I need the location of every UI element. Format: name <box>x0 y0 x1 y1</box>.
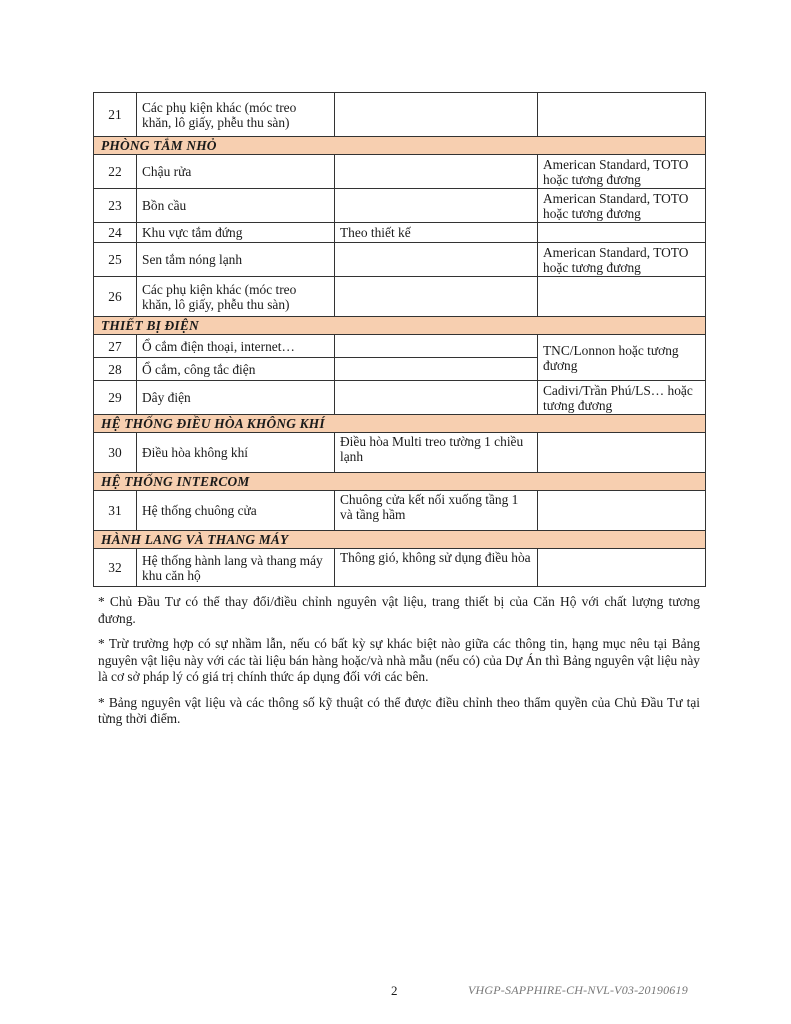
section-header <box>94 317 706 335</box>
item-name: Hệ thống chuông cửa <box>137 491 335 531</box>
row-number: 28 <box>94 358 137 381</box>
note-paragraph: * Trừ trường hợp có sự nhầm lẫn, nếu có bất kỳ sự khác biệt nào giữa các thông tin, hạng mục nêu tại Bảng nguyên vật liệu này với các tài liệu bán hàng hoặc/và nhà mẫu (nếu có) của Dự Án thì Bảng nguyên vật liệu này là cơ sở pháp lý có giá trị chính thức áp dụng đối với các bên. <box>98 636 700 684</box>
table-row <box>94 243 706 277</box>
item-name: Điều hòa không khí <box>137 433 335 473</box>
section-title: HÀNH LANG VÀ THANG MÁY <box>94 531 706 549</box>
item-name: Ổ cắm điện thoại, internet… <box>137 335 335 358</box>
row-number: 21 <box>94 93 137 137</box>
row-number: 26 <box>94 277 137 317</box>
table-row <box>94 189 706 223</box>
item-name: Bồn cầu <box>137 189 335 223</box>
item-brand <box>538 277 706 317</box>
item-spec <box>335 277 538 317</box>
item-brand <box>538 549 706 587</box>
section-title: HỆ THỐNG INTERCOM <box>94 473 706 491</box>
note-paragraph: * Chủ Đầu Tư có thể thay đổi/điều chỉnh nguyên vật liệu, trang thiết bị của Căn Hộ với chất lượng tương đương. <box>98 594 700 626</box>
item-brand <box>538 93 706 137</box>
item-name: Ổ cắm, công tắc điện <box>137 358 335 381</box>
table-row <box>94 277 706 317</box>
table-row <box>94 155 706 189</box>
section-title: THIẾT BỊ ĐIỆN <box>94 317 706 335</box>
materials-table <box>93 92 706 587</box>
item-spec: Theo thiết kế <box>335 223 538 243</box>
table-row <box>94 491 706 531</box>
document-reference: VHGP-SAPPHIRE-CH-NVL-V03-20190619 <box>468 983 688 997</box>
item-brand <box>538 491 706 531</box>
row-number: 23 <box>94 189 137 223</box>
section-title: HỆ THỐNG ĐIỀU HÒA KHÔNG KHÍ <box>94 415 706 433</box>
notes-section <box>98 594 700 737</box>
item-name: Chậu rửa <box>137 155 335 189</box>
item-brand: Cadivi/Trần Phú/LS… hoặc tương đương <box>538 381 706 415</box>
item-spec: Thông gió, không sử dụng điều hòa <box>335 549 538 587</box>
item-brand: American Standard, TOTO hoặc tương đương <box>538 243 706 277</box>
item-spec <box>335 189 538 223</box>
section-header <box>94 415 706 433</box>
item-spec <box>335 335 538 358</box>
section-header <box>94 137 706 155</box>
item-spec <box>335 155 538 189</box>
section-header <box>94 473 706 491</box>
section-header <box>94 531 706 549</box>
item-brand: TNC/Lonnon hoặc tương đương <box>538 335 706 381</box>
note-paragraph: * Bảng nguyên vật liệu và các thông số kỹ thuật có thể được điều chỉnh theo thẩm quyền của Chủ Đầu Tư tại từng thời điểm. <box>98 694 700 726</box>
table-row <box>94 381 706 415</box>
row-number: 25 <box>94 243 137 277</box>
table-row <box>94 335 706 358</box>
table-row <box>94 223 706 243</box>
item-spec <box>335 93 538 137</box>
item-name: Sen tắm nóng lạnh <box>137 243 335 277</box>
item-name: Dây điện <box>137 381 335 415</box>
row-number: 27 <box>94 335 137 358</box>
row-number: 22 <box>94 155 137 189</box>
item-brand <box>538 433 706 473</box>
item-spec: Điều hòa Multi treo tường 1 chiều lạnh <box>335 433 538 473</box>
item-spec: Chuông cửa kết nối xuống tầng 1 và tầng hầm <box>335 491 538 531</box>
table-row <box>94 433 706 473</box>
row-number: 31 <box>94 491 137 531</box>
row-number: 30 <box>94 433 137 473</box>
item-name: Hệ thống hành lang và thang máy khu căn hộ <box>137 549 335 587</box>
item-spec <box>335 358 538 381</box>
item-name: Các phụ kiện khác (móc treo khăn, lô giấy, phễu thu sàn) <box>137 277 335 317</box>
row-number: 24 <box>94 223 137 243</box>
table-row <box>94 93 706 137</box>
row-number: 29 <box>94 381 137 415</box>
item-brand: American Standard, TOTO hoặc tương đương <box>538 155 706 189</box>
table-row <box>94 549 706 587</box>
section-title: PHÒNG TẮM NHỎ <box>94 137 706 155</box>
item-brand <box>538 223 706 243</box>
item-spec <box>335 381 538 415</box>
page-number: 2 <box>391 983 398 998</box>
item-name: Khu vực tắm đứng <box>137 223 335 243</box>
item-spec <box>335 243 538 277</box>
item-brand: American Standard, TOTO hoặc tương đương <box>538 189 706 223</box>
row-number: 32 <box>94 549 137 587</box>
item-name: Các phụ kiện khác (móc treo khăn, lô giấy, phễu thu sàn) <box>137 93 335 137</box>
